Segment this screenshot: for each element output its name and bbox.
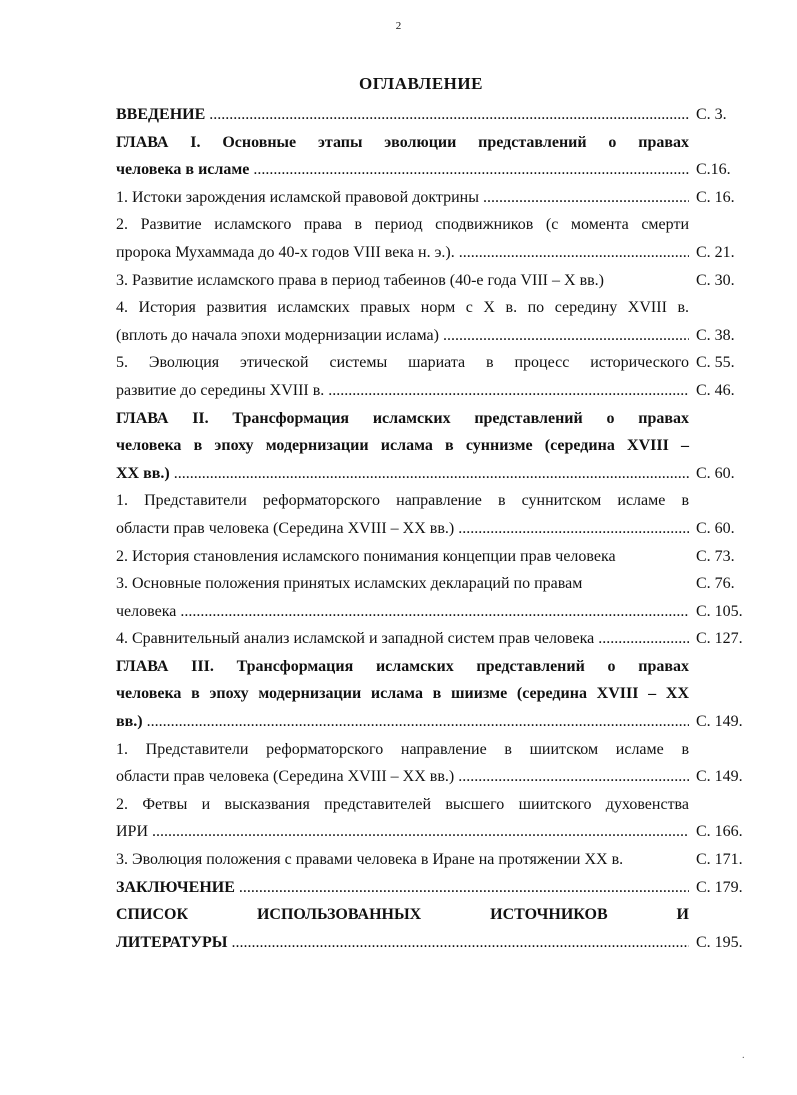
- toc-entry-1-2[interactable]: [116, 211, 756, 266]
- toc-entry-page: С. 127.: [696, 630, 743, 648]
- toc-entry-line: 2. Фетвы и высказвания представителей высшего шиитского духовенства: [116, 795, 689, 813]
- toc-entry-leader-line: вв.) .....: [116, 708, 689, 736]
- toc-entry-line: 4. История развития исламских правых норм с X в. по середину XVIII в.: [116, 299, 689, 317]
- toc-entry-page: С. 38.: [696, 326, 735, 344]
- toc-entry-page: С. 21.: [696, 243, 735, 261]
- toc-entry-page-secondary: С. 46.: [696, 381, 735, 399]
- toc-entry-page: С. 73.: [696, 547, 735, 565]
- toc-entry-page-secondary: С. 105.: [696, 602, 743, 620]
- toc-entry-text: [116, 349, 689, 404]
- toc-entry-text: [116, 405, 689, 488]
- toc-entry-page: [696, 570, 756, 625]
- toc-entry-line: 1. Представители реформаторского направление в суннитском исламе в: [116, 492, 689, 510]
- toc-entry-line: ГЛАВА I. Основные этапы эволюции представлений о правах: [116, 133, 689, 151]
- toc-entry-text: [116, 487, 689, 542]
- toc-entry-line: 3. Основные положения принятых исламских деклараций по правам: [116, 575, 583, 593]
- toc-entry-chapter-2[interactable]: [116, 405, 756, 488]
- toc-entry-page: С. 16.: [696, 188, 735, 206]
- toc-entry-text: [116, 901, 689, 956]
- toc-entry-text: [116, 653, 689, 736]
- toc-entry-line: ГЛАВА III. Трансформация исламских представлений о правах: [116, 657, 689, 675]
- toc-entry-text: [116, 874, 689, 902]
- toc-entry-leader-line: ЛИТЕРАТУРЫ .....: [116, 929, 689, 957]
- toc-entry-text: [116, 543, 689, 571]
- toc-entry-page: С.16.: [696, 161, 731, 179]
- toc-entry-page: С. 195.: [696, 933, 743, 951]
- toc-entry-1-4[interactable]: [116, 294, 756, 349]
- toc-entry-leader-line: (вплоть до начала эпохи модернизации ислама) .....: [116, 322, 689, 350]
- toc-entry-2-2[interactable]: [116, 543, 756, 571]
- toc-entry-text: [116, 184, 689, 212]
- toc-entry-3-3[interactable]: [116, 846, 756, 874]
- toc-entry-line: человека в эпоху модернизации ислама в шиизме (середина XVIII – XX: [116, 685, 689, 703]
- toc-entry-leader-line: ВВЕДЕНИЕ .....: [116, 101, 689, 129]
- table-of-contents: [116, 101, 756, 956]
- page-number: 2: [395, 20, 402, 32]
- toc-entry-2-1[interactable]: [116, 487, 756, 542]
- toc-entry-leader-line: области прав человека (Середина XVIII – XX вв.) .....: [116, 515, 689, 543]
- toc-entry-page-primary: С. 55.: [696, 354, 735, 372]
- toc-entry-text: [116, 211, 689, 266]
- toc-entry-line: 2. История становления исламского понимания концепции прав человека: [116, 547, 616, 565]
- toc-entry-1-1[interactable]: [116, 184, 756, 212]
- toc-entry-3-1[interactable]: [116, 736, 756, 791]
- toc-entry-2-3[interactable]: [116, 570, 756, 625]
- toc-entry-line: СПИСОК ИСПОЛЬЗОВАННЫХ ИСТОЧНИКОВ И: [116, 906, 689, 924]
- toc-entry-leader-line: человека в исламе .....: [116, 156, 689, 184]
- toc-entry-introduction[interactable]: [116, 101, 756, 129]
- toc-entry-leader-line: ИРИ .....: [116, 818, 689, 846]
- page-title: ОГЛАВЛЕНИЕ: [359, 74, 483, 93]
- toc-entry-1-3[interactable]: [116, 267, 756, 295]
- toc-entry-chapter-1[interactable]: [116, 129, 756, 184]
- toc-entry-text: [116, 736, 689, 791]
- toc-entry-page: С. 149.: [696, 713, 743, 731]
- toc-entry-text: [116, 846, 689, 874]
- toc-entry-leader-line: 1. Истоки зарождения исламской правовой доктрины .....: [116, 184, 689, 212]
- toc-entry-leader-line: ЗАКЛЮЧЕНИЕ .....: [116, 874, 689, 902]
- toc-entry-leader-line: человека .....: [116, 598, 689, 626]
- toc-entry-3-2[interactable]: [116, 791, 756, 846]
- toc-entry-leader-line: пророка Мухаммада до 40-х годов VIII века н. э.). .....: [116, 239, 689, 267]
- toc-entry-text: [116, 129, 689, 184]
- toc-entry-text: [116, 101, 689, 129]
- toc-entry-page: С. 30.: [696, 271, 735, 289]
- toc-entry-leader-line: XX вв.) .....: [116, 460, 689, 488]
- toc-entry-page: [696, 349, 756, 404]
- toc-entry-line: 1. Представители реформаторского направление в шиитском исламе в: [116, 740, 689, 758]
- toc-entry-page: С. 166.: [696, 823, 743, 841]
- toc-entry-text: [116, 570, 689, 625]
- toc-entry-line: 3. Развитие исламского права в период табеинов (40-е года VIII – X вв.): [116, 271, 604, 289]
- toc-entry-text: [116, 791, 689, 846]
- toc-entry-chapter-3[interactable]: [116, 653, 756, 736]
- scan-speck: ·: [741, 1053, 745, 1064]
- toc-entry-page-primary: С. 76.: [696, 575, 735, 593]
- toc-entry-leader-line: области прав человека (Середина XVIII – XX вв.) .....: [116, 763, 689, 791]
- toc-entry-line: 2. Развитие исламского права в период сподвижников (с момента смерти: [116, 216, 689, 234]
- toc-entry-page: С. 60.: [696, 519, 735, 537]
- toc-entry-leader-line: 4. Сравнительный анализ исламской и западной систем прав человека .....: [116, 625, 689, 653]
- toc-entry-page: С. 60.: [696, 464, 735, 482]
- toc-entry-text: [116, 625, 689, 653]
- toc-entry-text: [116, 294, 689, 349]
- toc-entry-text: [116, 267, 689, 295]
- toc-entry-line: 3. Эволюция положения с правами человека в Иране на протяжении XX в.: [116, 851, 624, 869]
- toc-entry-page: С. 149.: [696, 768, 743, 786]
- toc-entry-page: С. 179.: [696, 878, 743, 896]
- toc-entry-page: С. 171.: [696, 851, 743, 869]
- toc-entry-page: С. 3.: [696, 106, 727, 123]
- toc-entry-line: человека в эпоху модернизации ислама в суннизме (середина XVIII –: [116, 437, 689, 455]
- toc-entry-line: ГЛАВА II. Трансформация исламских представлений о правах: [116, 409, 689, 427]
- toc-entry-conclusion[interactable]: [116, 874, 756, 902]
- toc-entry-1-5[interactable]: [116, 349, 756, 404]
- toc-entry-leader-line: развитие до середины XVIII в. .....: [116, 377, 689, 405]
- toc-entry-2-4[interactable]: [116, 625, 756, 653]
- toc-entry-bibliography[interactable]: [116, 901, 756, 956]
- toc-entry-line: 5. Эволюция этической системы шариата в процесс исторического: [116, 354, 689, 372]
